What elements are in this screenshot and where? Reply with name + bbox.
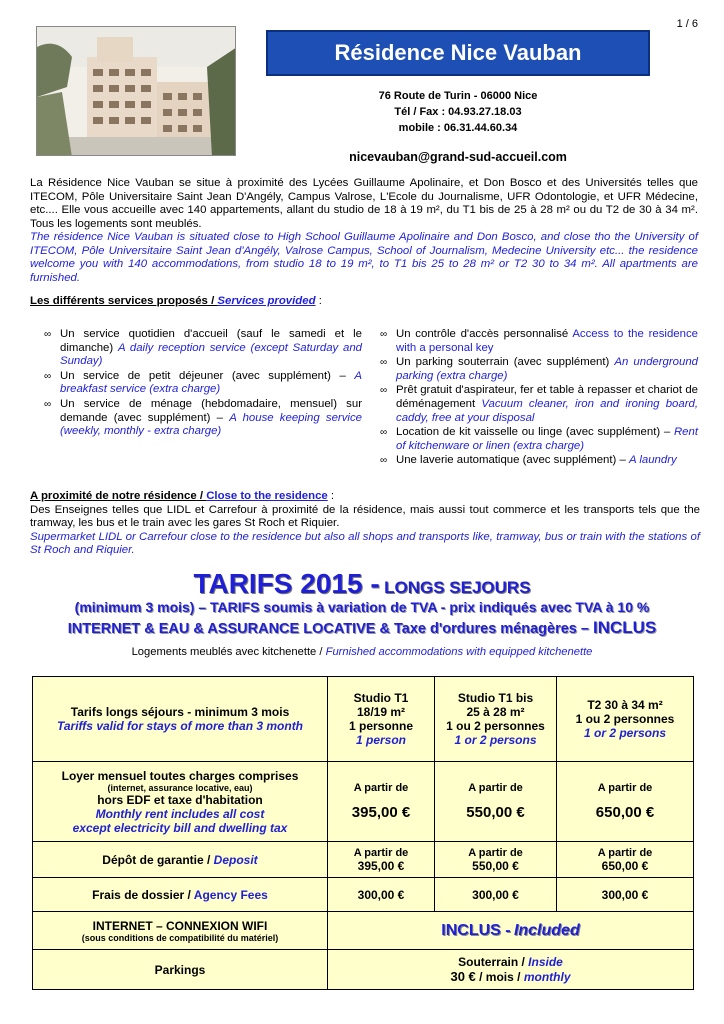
- fees-cell: 300,00 €: [435, 878, 557, 912]
- mobile: mobile : 06.31.44.60.34: [398, 122, 518, 134]
- deposit-value: 550,00 €: [472, 858, 519, 873]
- parking-label: Parkings: [33, 950, 328, 990]
- service-fr: Un service de ménage (hebdomadaire, mensuel) sur demande (avec supplément) –: [60, 397, 362, 424]
- rent-cell: [328, 762, 435, 842]
- tarifs-heading-big: TARIFS 2015 -: [193, 568, 380, 599]
- internet-inclus-fr: INCLUS -: [441, 921, 511, 939]
- deposit-fr: Dépôt de garantie /: [102, 852, 211, 867]
- residence-photo: [36, 26, 236, 156]
- service-en: Vacuum cleaner, iron and ironing board, caddy, free at your disposal: [396, 397, 698, 424]
- rent-from: A partir de: [597, 782, 653, 794]
- list-item: [44, 398, 362, 439]
- proximity-title-en: Close to the residence: [206, 490, 328, 502]
- tarifs-subtitle-1: (minimum 3 mois) – TARIFS soumis à variation de TVA - prix indiqués avec TVA à 10 %: [74, 599, 650, 615]
- list-item: [380, 356, 698, 383]
- service-fr: Un service de petit déjeuner (avec supplément) –: [60, 369, 346, 382]
- services-title-en: Services provided: [217, 295, 316, 307]
- col-occupancy-en: 1 or 2 persons: [583, 726, 667, 740]
- rent-l1: Loyer mensuel toutes charges comprises: [61, 768, 299, 783]
- col-studio-t1-bis: [435, 677, 557, 762]
- rent-value: 550,00 €: [466, 804, 525, 821]
- services-left-list: [44, 328, 362, 440]
- deposit-en: Deposit: [213, 852, 258, 867]
- col-t2: [557, 677, 694, 762]
- rent-cell: [435, 762, 557, 842]
- services-right-list: [380, 328, 698, 469]
- service-fr: Un service quotidien d'accueil (sauf le samedi et le dimanche): [60, 328, 362, 354]
- rent-from: A partir de: [468, 782, 523, 794]
- table-row: [33, 842, 694, 878]
- tarifs-subtitle-2-inclus: INCLUS: [593, 618, 657, 637]
- intro-fr: La Résidence Nice Vauban se situe à proximité des Lycées Guillaume Apolinaire, et Don Bosco et des Universités telles que ITECOM, Pôle Universitaire Saint Jean D'Angély, Campus Valrose, L'Ecole du Journalisme, UFR Odontologie, et UFR Médecine, etc.... Elle vous accueille avec 140 appartements, allant du studio de 18 à 19 m², du T1 bis de 25 à 28 m² ou du T2 de 30 à 34 m². Tous les logements sont meublés.: [30, 177, 698, 230]
- table-row: [33, 950, 694, 990]
- deposit-cell: [328, 842, 435, 878]
- header-label-fr: Tarifs longs séjours - minimum 3 mois: [70, 705, 290, 719]
- rent-l4: Monthly rent includes all cost: [95, 806, 265, 821]
- internet-inclus-en: Included: [513, 921, 580, 939]
- service-fr: Location de kit vaisselle ou linge (avec supplément) –: [396, 426, 671, 439]
- service-en: A laundry: [629, 454, 677, 467]
- rent-label: [33, 762, 328, 842]
- deposit-from: A partir de: [597, 846, 653, 859]
- service-en: An underground parking (extra charge): [396, 356, 698, 382]
- col-occupancy-fr: 1 personne: [348, 719, 414, 733]
- service-en: A daily reception service (except Saturday and Sunday): [60, 341, 362, 368]
- tarifs-heading: [0, 568, 724, 600]
- rent-l5: except electricity bill and dwelling tax: [72, 820, 288, 835]
- parking-period-en: monthly: [523, 970, 571, 984]
- fees-cell: 300,00 €: [557, 878, 694, 912]
- deposit-cell: [435, 842, 557, 878]
- deposit-from: A partir de: [468, 846, 523, 859]
- proximity-fr: Des Enseignes telles que LIDL et Carrefour à proximité de la résidence, mais aussi tout commerce et les transports tels que the tramway, les bus et le train avec les gares St Roch et Riquier.: [30, 503, 700, 530]
- proximity-title-fr: A proximité de notre résidence: [30, 490, 197, 502]
- intro-en: The résidence Nice Vauban is situated close to High School Guillaume Apolinaire and Don Bosco, and close tho the University of ITECOM, Pôle Universitaire Saint Jean d'Angély, Valrose Campus, School of Journalism, Medecine University etc... the residence welcome you with 140 accommodations, from studio 18 to 19 m², to T1 bis 25 to 28 m² or T2 30 to 34 m². All apartments are furnished.: [30, 231, 698, 284]
- list-item: [44, 328, 362, 369]
- service-fr: Prêt gratuit d'aspirateur, fer et table à repasser et chariot de déménagement: [396, 384, 698, 410]
- parking-type-fr: Souterrain /: [458, 955, 525, 969]
- rent-from: A partir de: [353, 782, 409, 794]
- rent-l2: (internet, assurance locative, eau): [107, 782, 253, 793]
- col-occupancy-en: 1 or 2 persons: [454, 733, 537, 747]
- service-en: Access to the residence with a personal key: [396, 328, 698, 354]
- service-fr: Une laverie automatique (avec supplément) –: [396, 454, 626, 467]
- tarifs-heading-small: LONGS SEJOURS: [384, 578, 531, 597]
- phone-fax: Tél / Fax : 04.93.27.18.03: [394, 106, 522, 118]
- intro-section: [30, 177, 698, 285]
- col-size: 25 à 28 m²: [466, 705, 525, 719]
- header-label-en: Tariffs valid for stays of more than 3 month: [56, 719, 304, 733]
- col-occupancy-fr: 1 ou 2 personnes: [446, 719, 545, 733]
- furnished-fr: Logements meublés avec kitchenette /: [131, 646, 323, 658]
- internet-l2: (sous conditions de compatibilité du matériel): [81, 932, 279, 943]
- furnished-en: Furnished accommodations with equipped kitchenette: [325, 646, 593, 658]
- proximity-en: Supermarket LIDL or Carrefour close to the residence but also all shops and transports like, tramway, bus or train with the stations of St Roch and Riquier.: [30, 530, 700, 557]
- list-item: [380, 384, 698, 425]
- list-item: [380, 328, 698, 355]
- deposit-value: 395,00 €: [357, 858, 405, 873]
- furnished-note: [0, 646, 724, 658]
- list-item: [380, 426, 698, 453]
- deposit-cell: [557, 842, 694, 878]
- service-en: A breakfast service (extra charge): [60, 369, 362, 396]
- col-size: 18/19 m²: [356, 705, 406, 719]
- col-studio-t1: [328, 677, 435, 762]
- service-en: Rent of kitchenware or linen (extra charge): [396, 426, 699, 452]
- rent-value: 650,00 €: [595, 804, 655, 821]
- list-item: [44, 370, 362, 397]
- col-occupancy-fr: 1 ou 2 personnes: [575, 712, 675, 726]
- table-row: [33, 762, 694, 842]
- table-row: [33, 912, 694, 950]
- deposit-from: A partir de: [353, 846, 409, 859]
- rent-value: 395,00 €: [351, 804, 411, 821]
- address: 76 Route de Turin - 06000 Nice: [378, 90, 538, 102]
- proximity-title-suffix: :: [327, 490, 335, 502]
- rent-l3: hors EDF et taxe d'habitation: [97, 792, 263, 807]
- internet-label: [33, 912, 328, 950]
- fees-label: [33, 878, 328, 912]
- fees-fr: Frais de dossier /: [92, 887, 191, 902]
- internet-l1: INTERNET – CONNEXION WIFI: [92, 918, 268, 933]
- col-occupancy-en: 1 person: [355, 733, 406, 747]
- rent-cell: [557, 762, 694, 842]
- table-header-label: [33, 677, 328, 762]
- table-row: [33, 878, 694, 912]
- fees-cell: 300,00 €: [328, 878, 435, 912]
- parking-cell: [328, 950, 694, 990]
- parking-type-en: Inside: [528, 955, 563, 969]
- service-en: A house keeping service (weekly, monthly - extra charge): [60, 411, 362, 438]
- fees-en: Agency Fees: [193, 887, 268, 902]
- services-title-sep: /: [207, 295, 218, 307]
- residence-title: Résidence Nice Vauban: [266, 30, 650, 76]
- proximity-section: [30, 490, 700, 558]
- col-name: T2 30 à 34 m²: [587, 698, 663, 712]
- services-title-fr: Les différents services proposés: [30, 295, 208, 307]
- services-title: [30, 295, 322, 307]
- deposit-value: 650,00 €: [601, 858, 649, 873]
- proximity-title-sep: /: [196, 490, 207, 502]
- service-fr: Un contrôle d'accès personnalisé: [396, 328, 569, 340]
- deposit-label: [33, 842, 328, 878]
- list-item: [380, 454, 698, 468]
- service-fr: Un parking souterrain (avec supplément): [396, 356, 610, 369]
- services-title-suffix: :: [315, 295, 322, 307]
- tarifs-subtitle-2-main: INTERNET & EAU & ASSURANCE LOCATIVE & Taxe d'ordures ménagères –: [67, 621, 589, 637]
- parking-price: 30 €: [450, 969, 476, 984]
- page-number: 1 / 6: [676, 18, 698, 30]
- tarifs-subtitle-2: [0, 618, 724, 638]
- table-row: [33, 677, 694, 762]
- col-name: Studio T1 bis: [457, 691, 534, 705]
- email[interactable]: nicevauban@grand-sud-accueil.com: [349, 150, 567, 164]
- parking-period: / mois /: [475, 970, 521, 984]
- col-name: Studio T1: [353, 691, 409, 705]
- proximity-title: [30, 490, 700, 504]
- price-table: [32, 676, 694, 990]
- contact-block: [266, 88, 650, 136]
- internet-cell: [328, 912, 694, 950]
